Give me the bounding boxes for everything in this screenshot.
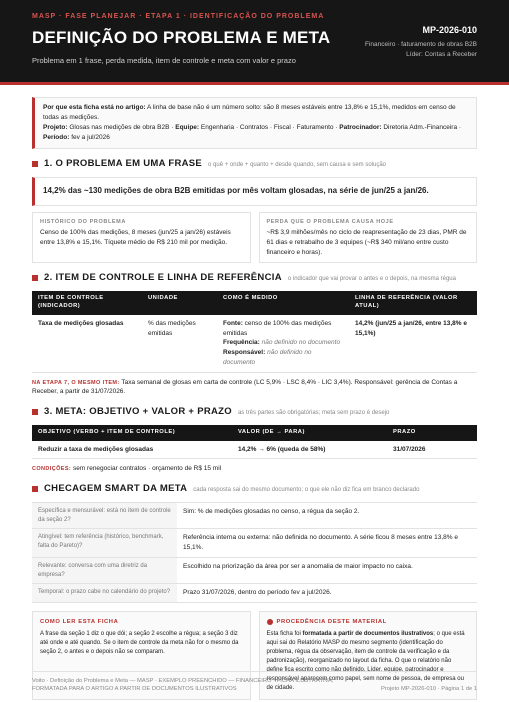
provenance-heading: PROCEDÊNCIA DESTE MATERIAL — [276, 618, 387, 625]
provenance-heading-row — [267, 618, 470, 627]
source-text: censo de 100% das medições emitidas — [223, 319, 332, 337]
col-header-value: VALOR (DE → PARA) — [232, 425, 387, 441]
loss-card-heading: PERDA QUE O PROBLEMA CAUSA HOJE — [266, 218, 394, 225]
loss-card — [259, 212, 478, 264]
conditions-text: sem renegociar contratos · orçamento de R$ 15 mil — [72, 465, 222, 473]
sponsor-text: Diretoria Adm.-Financeira — [383, 124, 458, 132]
page-title: DEFINIÇÃO DO PROBLEMA E META — [32, 28, 331, 48]
table-header-row — [32, 425, 477, 441]
step7-text: Taxa semanal de glosas em carta de controle (LC 5,9% · LSC 8,4% · LIC 3,4%). Responsável: gerência de Contas a Receber, a partir de 31/07/2026. — [32, 378, 458, 396]
info-dot-icon — [267, 619, 273, 625]
section-3-title: 3. META: OBJETIVO + VALOR + PRAZO — [44, 406, 232, 418]
smart-question: Temporal: o prazo cabe no calendário do projeto? — [32, 584, 177, 602]
loss-card-text: ~R$ 3,9 milhões/mês no ciclo de reapresentação de 23 dias, PMR de 61 dias e retrabalho de 3 equipes (~R$ 340 mil/ano entre custo financeiro e horas). — [266, 229, 467, 256]
col-header-deadline: PRAZO — [387, 425, 477, 441]
smart-answer: Prazo 31/07/2026, dentro do período fev a jul/2026. — [183, 589, 332, 597]
col-header-item: ITEM DE CONTROLE (INDICADOR) — [32, 291, 142, 315]
source-label: Fonte: — [223, 319, 243, 327]
control-unit: % das medições emitidas — [142, 315, 217, 372]
team-label: Equipe: — [175, 124, 200, 132]
header-meta-text — [365, 40, 477, 60]
period-label: Período: — [43, 134, 70, 142]
how-to-read-text: A frase da seção 1 diz o que dói; a seção 2 escolhe a régua; a seção 3 diz até onde e até quando. Se o item de controle da meta não for o mesmo da seção 2, o antes e o depois não se comparam. — [40, 630, 239, 655]
meta-line-2: Líder: Contas a Receber — [406, 50, 477, 58]
intro-lead-label: Por que esta ficha está no artigo: — [43, 104, 146, 111]
problem-statement: 14,2% das ~130 medições de obra B2B emitidas por mês voltam glosadas, na série de jun/25 a jan/26. — [32, 177, 477, 206]
project-text: Glosas nas medições de obra B2B — [69, 124, 170, 132]
how-to-read-heading: COMO LER ESTA FICHA — [40, 618, 119, 625]
smart-question: Atingível: tem referência (histórico, benchmark, falta do Pareto)? — [32, 529, 177, 557]
smart-check-list — [32, 502, 477, 603]
smart-answer: Sim: % de medições glosadas no censo, a régua da seção 2. — [183, 507, 360, 515]
footer-right: Projeto MP-2026-010 · Página 1 de 1 — [380, 686, 477, 693]
section-3-hint: as três partes são obrigatórias; meta sem prazo é desejo — [237, 410, 390, 417]
project-code: MP-2026-010 — [422, 25, 477, 35]
responsible-label: Responsável: — [223, 349, 266, 357]
smart-row — [32, 503, 477, 529]
section-2-heading — [32, 272, 477, 285]
smart-question: Relevante: conversa com uma diretriz da empresa? — [32, 558, 177, 583]
goal-deadline: 31/07/2026 — [393, 445, 426, 453]
provenance-pre: Esta ficha foi — [266, 630, 301, 637]
table-header-row — [32, 291, 477, 315]
history-card — [32, 212, 251, 264]
smart-row — [32, 584, 477, 603]
provenance-bold: formatada a partir de documentos ilustrativos — [302, 630, 434, 637]
footer-left: Voito · Definição do Problema e Meta — MASP · EXEMPLO PREENCHIDO — FINANCEIRO · FICHA ILUSTRATIVA, FORMATADA PARA O ARTIGO A PARTIR DE DOCUMENTOS ILUSTRATIVOS — [32, 677, 334, 693]
intro-lead-text: A linha de base não é um número solto: são 8 meses estáveis entre 13,8% e 15,1%, medidos em censo de todas as medições. — [43, 104, 456, 122]
page-header — [0, 0, 509, 85]
smart-question: Específica e mensurável: está no item de controle da seção 2? — [32, 503, 177, 528]
col-header-objective: OBJETIVO (VERBO + ITEM DE CONTROLE) — [32, 425, 232, 441]
table-row — [32, 315, 477, 372]
section-marker — [32, 486, 38, 492]
project-label: Projeto: — [43, 124, 68, 132]
step7-label: NA ETAPA 7, O MESMO ITEM: — [32, 379, 120, 386]
control-item-table — [32, 291, 477, 372]
history-card-text: Censo de 100% das medições, 8 meses (jun/25 a jan/26) estáveis entre 13,8% e 15,1%. Tíquete médio de R$ 210 mil por medição. — [40, 229, 231, 246]
section-1-title: 1. O PROBLEMA EM UMA FRASE — [44, 158, 203, 170]
smart-answer: Escolhido na priorização da área por ser a anomalia de maior impacto no caixa. — [183, 562, 413, 570]
problem-cards — [32, 212, 477, 264]
period-text: fev a jul/2026 — [71, 134, 110, 142]
section-4-hint: cada resposta sai do mesmo documento; o que ele não diz fica em branco declarado — [193, 487, 420, 494]
baseline-value: 14,2% (jun/25 a jan/26, entre 13,8% e 15,1%) — [355, 319, 468, 337]
section-1-hint: o quê + onde + quanto + desde quando, sem causa e sem solução — [208, 162, 387, 169]
responsible-text: não definido no documento — [223, 349, 312, 366]
section-3-heading — [32, 406, 477, 419]
team-text: Engenharia · Contratos · Fiscal · Faturamento — [200, 124, 334, 132]
intro-box: Por que esta ficha está no artigo: A linha de base não é um número solto: são 8 meses estáveis entre 13,8% e 15,1%, medidos em censo de todas as medições. Projeto: Glosas nas medições de obra B2B · Equipe: Engenharia · Contratos · Fiscal · Faturamento · Patrocinador: Diretoria Adm.-Financeira · Período: fev a jul/2026 — [32, 97, 477, 149]
section-4-title: CHECAGEM SMART DA META — [44, 483, 188, 495]
section-2-hint: o indicador que vai provar o antes e o depois, na mesma régua — [287, 276, 456, 283]
kicker: MASP · FASE PLANEJAR · ETAPA 1 · IDENTIFICAÇÃO DO PROBLEMA — [32, 13, 325, 20]
frequency-label: Frequência: — [223, 339, 260, 347]
table-row — [32, 441, 477, 459]
goal-value: 14,2% → 6% (queda de 58%) — [238, 445, 326, 453]
history-card-heading: HISTÓRICO DO PROBLEMA — [40, 218, 126, 225]
conditions-note — [32, 464, 477, 474]
section-marker — [32, 161, 38, 167]
content — [0, 85, 509, 700]
col-header-baseline: LINHA DE REFERÊNCIA (VALOR ATUAL) — [349, 291, 477, 315]
section-4-heading — [32, 483, 477, 496]
header-meta — [365, 24, 477, 60]
col-header-method: COMO É MEDIDO — [217, 291, 349, 315]
frequency-text: não definido no documento — [261, 339, 341, 347]
section-marker — [32, 275, 38, 281]
section-1-heading — [32, 158, 477, 171]
smart-answer: Referência interna ou externa: não definida no documento. A série ficou 8 meses entre 13,8% e 15,1%. — [183, 534, 458, 552]
step7-note — [32, 378, 477, 398]
meta-line-1: Financeiro · faturamento de obras B2B — [364, 41, 477, 49]
provenance-body: ; o que está aqui sai do Relatório MASP do mesmo segmento (identificação do problema, régua da observação, item de controle da verificação e da padronização), reorganizado no layout da ficha. O que o relatório não define fica escrito como não definido. Líder, equipe, patrocinador e responsável aparecem como papel, sem nome de pessoa, de empresa ou de cidade. — [266, 630, 465, 691]
page-subtitle: Problema em 1 frase, perda medida, item de controle e meta com valor e prazo — [32, 56, 296, 66]
col-header-unit: UNIDADE — [142, 291, 217, 315]
goal-table — [32, 425, 477, 460]
section-2-title: 2. ITEM DE CONTROLE E LINHA DE REFERÊNCIA — [44, 272, 282, 284]
page-footer — [32, 671, 477, 694]
control-method — [217, 315, 349, 372]
sponsor-label: Patrocinador: — [339, 124, 382, 132]
smart-row — [32, 558, 477, 584]
section-marker — [32, 409, 38, 415]
goal-objective: Reduzir a taxa de medições glosadas — [38, 445, 154, 453]
control-item: Taxa de medições glosadas — [38, 319, 124, 327]
smart-row — [32, 529, 477, 558]
conditions-label: CONDIÇÕES: — [32, 466, 72, 473]
